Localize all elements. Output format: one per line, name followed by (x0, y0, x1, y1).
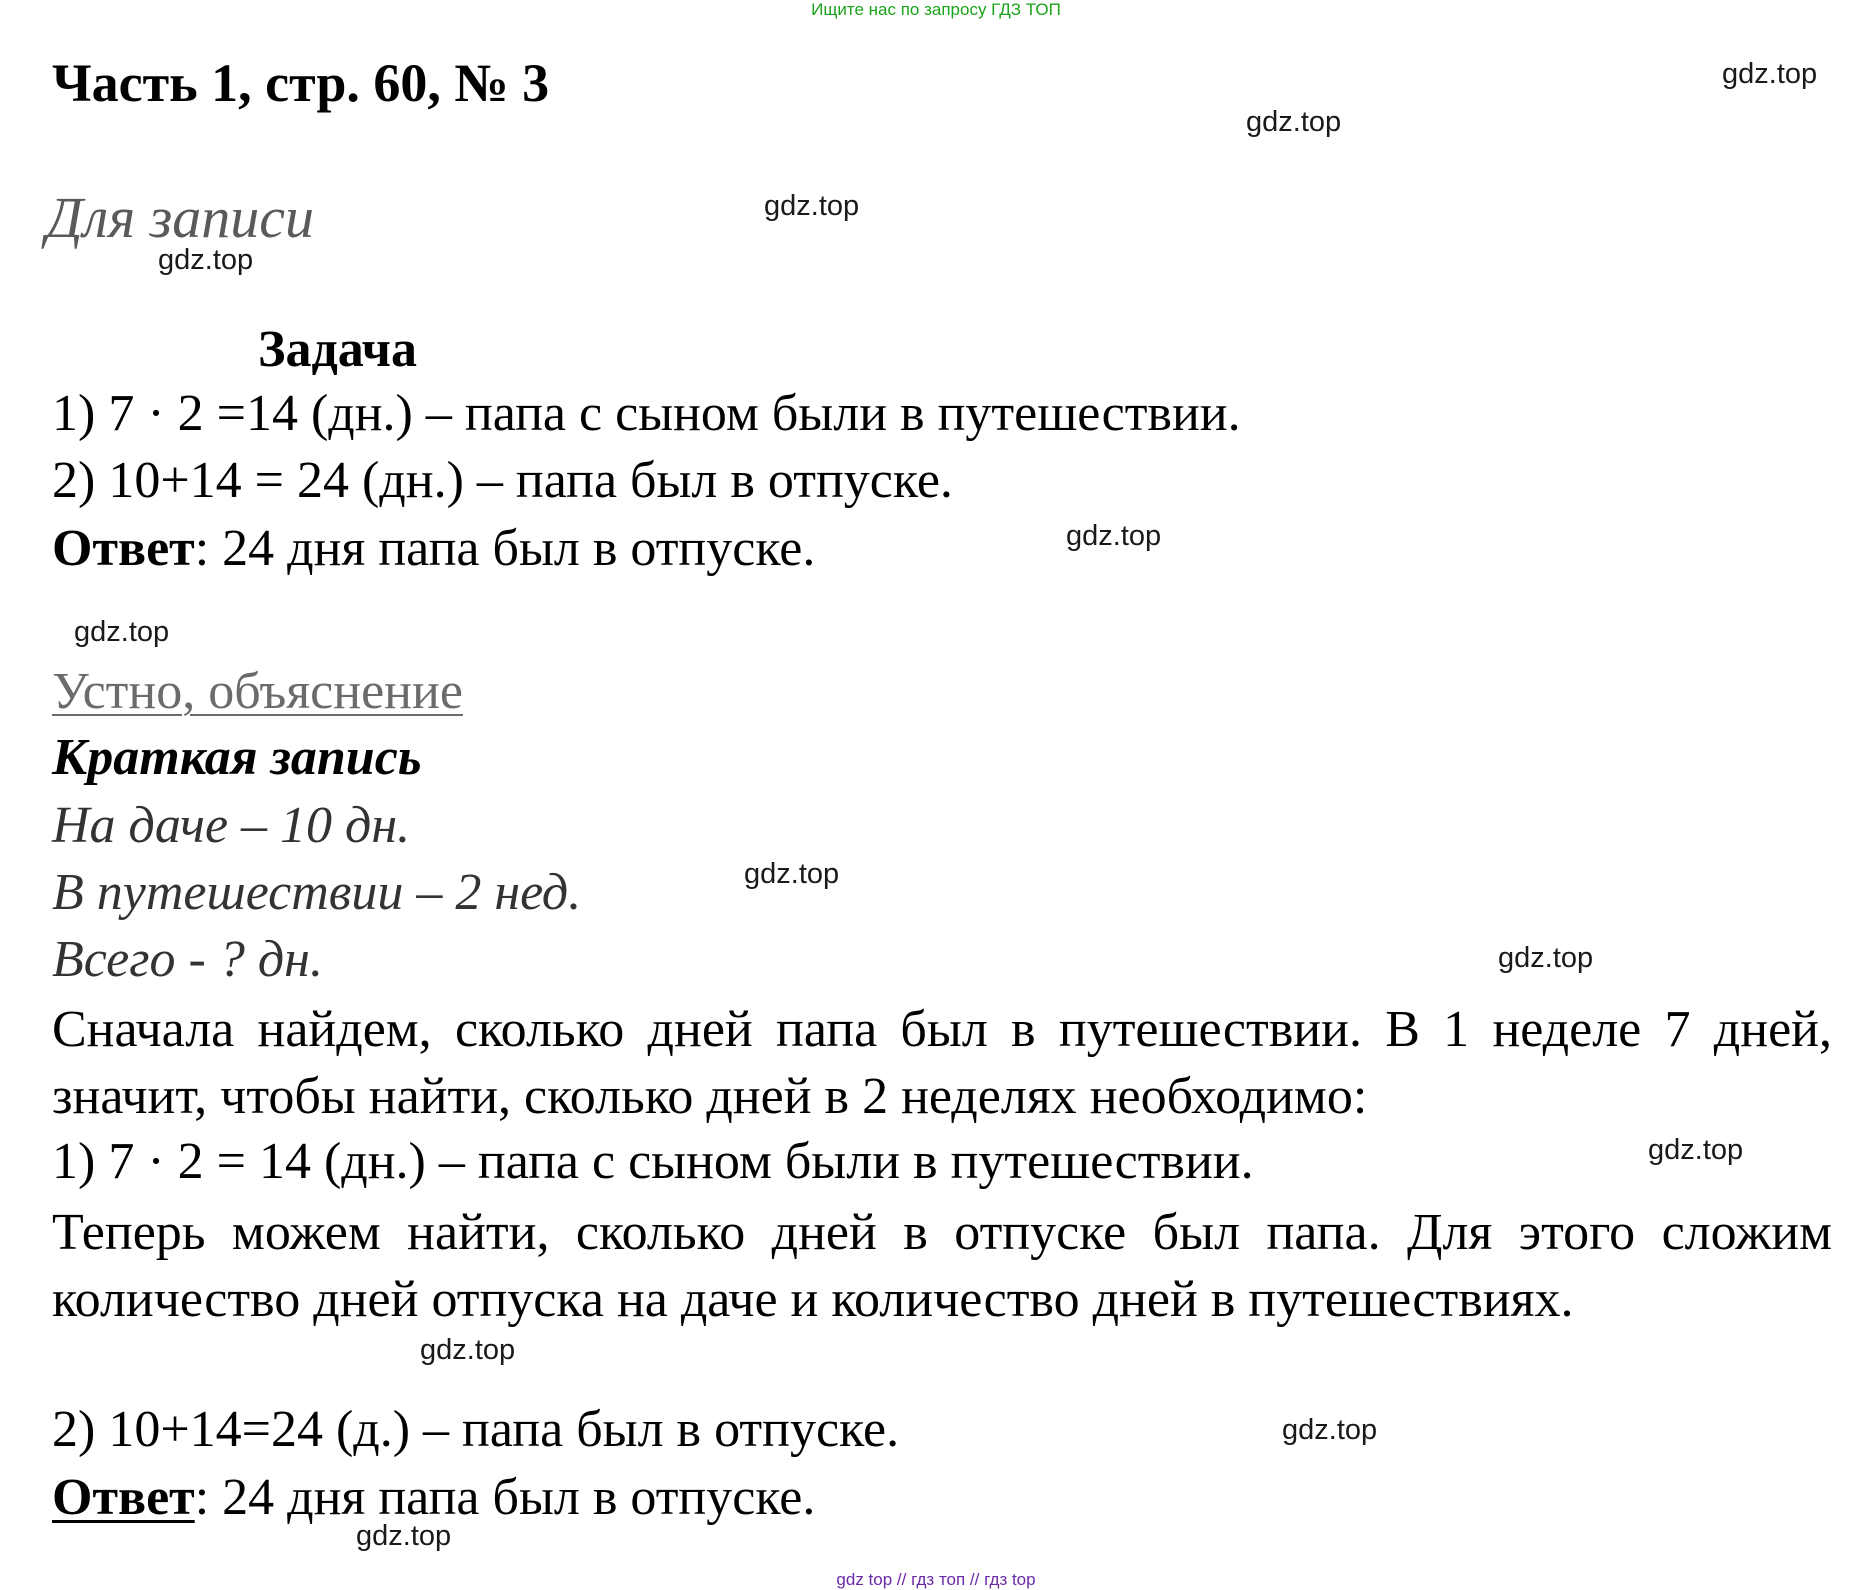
page-title: Часть 1, стр. 60, № 3 (52, 53, 550, 113)
answer-label: Ответ (52, 520, 195, 577)
task-line-2: 2) 10+14 = 24 (дн.) – папа был в отпуске. (52, 452, 953, 509)
watermark: gdz.top (158, 244, 254, 276)
task-line-1: 1) 7 · 2 =14 (дн.) – папа с сыном были в путешествии. (52, 385, 1241, 442)
short-record-line-1: На даче – 10 дн. (52, 797, 411, 854)
watermark: gdz.top (1498, 942, 1594, 974)
watermark: gdz.top (1722, 58, 1818, 90)
explanation-paragraph-2: Теперь можем найти, сколько дней в отпуске был папа. Для этого сложим количество дней отпуска на даче и количество дней в путешествиях. (52, 1204, 1832, 1328)
answer-text: : 24 дня папа был в отпуске. (194, 1469, 816, 1526)
section-heading-oral: Устно, объяснение (52, 663, 463, 720)
watermark: gdz.top (420, 1334, 516, 1366)
answer-label: Ответ (52, 1469, 195, 1526)
answer-text: : 24 дня папа был в отпуске. (194, 520, 816, 577)
watermark: gdz.top (1648, 1134, 1744, 1166)
top-banner: Ищите нас по запросу ГДЗ ТОП (811, 0, 1061, 19)
footer-watermark: gdz top // гдз топ // гдз top (836, 1570, 1036, 1589)
answer-line-2 (52, 1468, 815, 1527)
watermark: gdz.top (744, 858, 840, 890)
watermark: gdz.top (74, 616, 170, 648)
task-heading: Задача (258, 321, 417, 378)
step-line-1: 1) 7 · 2 = 14 (дн.) – папа с сыном были в путешествии. (52, 1133, 1254, 1190)
watermark: gdz.top (764, 190, 860, 222)
short-record-heading: Краткая запись (52, 729, 422, 786)
answer-line-1 (52, 519, 815, 578)
watermark: gdz.top (1282, 1414, 1378, 1446)
short-record-line-2: В путешествии – 2 нед. (52, 864, 582, 921)
step-line-2: 2) 10+14=24 (д.) – папа был в отпуске. (52, 1401, 900, 1458)
explanation-paragraph-1: Сначала найдем, сколько дней папа был в путешествии. В 1 неделе 7 дней, значит, чтобы найти, сколько дней в 2 неделях необходимо: (52, 1001, 1832, 1125)
short-record-line-3: Всего - ? дн. (52, 931, 323, 988)
section-heading-record: Для записи (46, 185, 315, 250)
watermark: gdz.top (356, 1520, 452, 1552)
watermark: gdz.top (1246, 106, 1342, 138)
watermark: gdz.top (1066, 520, 1162, 552)
